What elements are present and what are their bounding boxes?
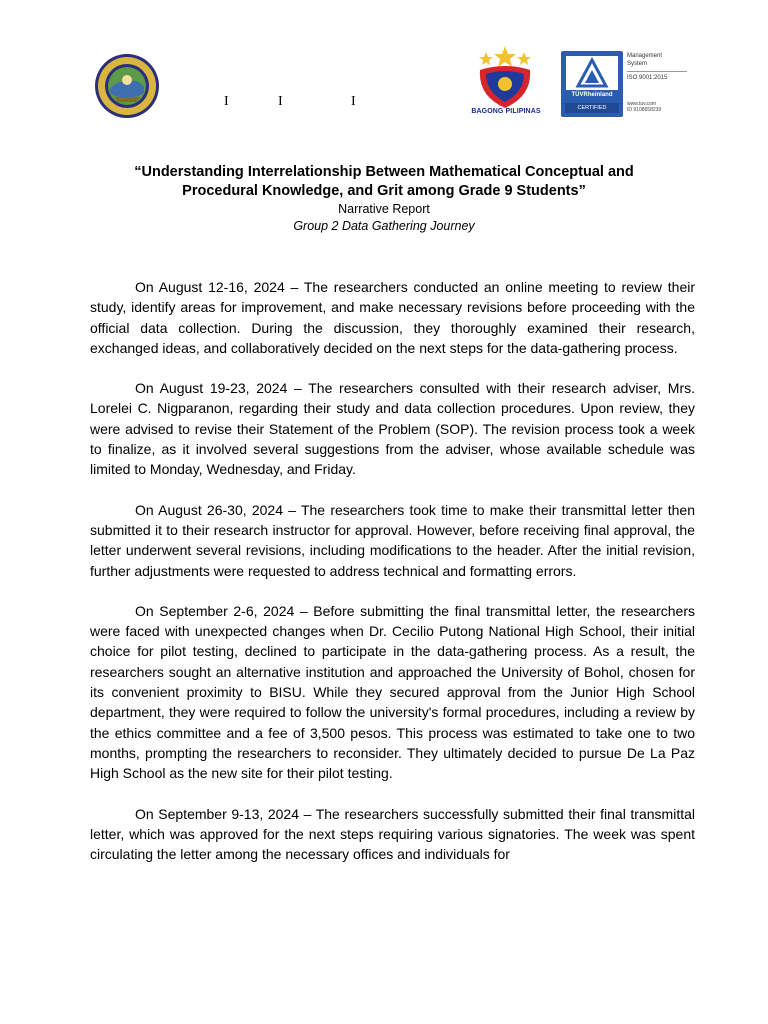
tuv-logo-panel bbox=[566, 56, 618, 90]
document-title-line: Procedural Knowledge, and Grit among Grade 9 Students” bbox=[182, 183, 586, 199]
document-body bbox=[90, 277, 695, 884]
body-paragraph: On August 26-30, 2024 – The researchers took time to make their transmittal letter then submitted it to their research instructor for approval. However, before receiving final approval, the letter underwent several revisions, including modifications to the header. After the initial revision, further adjustments were requested to address technical and formatting errors. bbox=[90, 501, 695, 579]
university-seal-icon bbox=[94, 53, 160, 119]
tuv-id: ID 9108658239 bbox=[627, 107, 662, 113]
body-paragraph: On August 12-16, 2024 – The researchers conducted an online meeting to review their study, identify areas for improvement, and make necessary revisions before proceeding with the official data collection. During the discussion, they thoroughly examined their research, exchanged ideas, and collaboratively decided on the next steps for the data-gathering process. bbox=[90, 279, 695, 356]
body-paragraph: On August 19-23, 2024 – The researchers consulted with their research adviser, Mrs. Lorelei C. Nigparanon, regarding their study and data collection procedures. Upon review, they were advised to revise their Statement of the Problem (SOP). The revision process took a week to finalize, as it involved several suggestions from the adviser, whose available schedule was limited to Monday, Wednesday, and Friday. bbox=[90, 380, 695, 478]
body-paragraph: On September 9-13, 2024 – The researchers successfully submitted their final transmittal letter, which was approved for the next steps requiring various signatories. The week was spent circulating the letter among the necessary offices and individuals for bbox=[90, 805, 695, 863]
tuv-brand-label: TÜVRheinland bbox=[571, 92, 613, 98]
header-mark: I bbox=[278, 94, 283, 109]
body-paragraph: On September 2-6, 2024 – Before submitting the final transmittal letter, the researchers were faced with unexpected changes when Dr. Cecilio Putong National High School, their initial choice for pilot testing, declined to participate in the data-gathering process. As a result, the researchers sought an alternative institution and approached the University of Bohol, chosen for its convenient proximity to BISU. While they secured approval from the Junior High School department, they were required to follow the university's formal procedures, including a review by the ethics committee and a fee of 3,500 pesos. This process was estimated to take one to two months, prompting the researchers to reconsider. They ultimately decided to pursue De La Paz High School as the new site for their pilot testing. bbox=[90, 602, 695, 782]
tuv-divider bbox=[627, 71, 687, 72]
document-subtitle: Narrative Report bbox=[338, 202, 430, 216]
tuv-footer-text bbox=[627, 101, 661, 113]
tuv-triangle-icon bbox=[566, 56, 618, 90]
document-subtitle-italic: Group 2 Data Gathering Journey bbox=[293, 219, 475, 233]
tuv-line: ISO 9001:2015 bbox=[627, 75, 668, 81]
tuv-line: System bbox=[627, 60, 648, 67]
bagong-pilipinas-caption: BAGONG PILIPINAS bbox=[471, 108, 541, 115]
tuv-line: Management bbox=[627, 53, 663, 59]
document-title-line: “Understanding Interrelationship Between Mathematical Conceptual and bbox=[134, 164, 634, 180]
tuv-logo-box bbox=[561, 51, 623, 117]
tuv-system-text bbox=[627, 53, 687, 83]
tuv-certification-badge bbox=[561, 51, 687, 117]
document-title-block bbox=[60, 163, 708, 235]
letterhead bbox=[0, 0, 768, 130]
tuv-web: www.tuv.com bbox=[627, 101, 657, 107]
tuv-certified-label: CERTIFIED bbox=[565, 103, 619, 113]
header-mark: I bbox=[224, 94, 229, 109]
header-mark: I bbox=[351, 94, 356, 109]
